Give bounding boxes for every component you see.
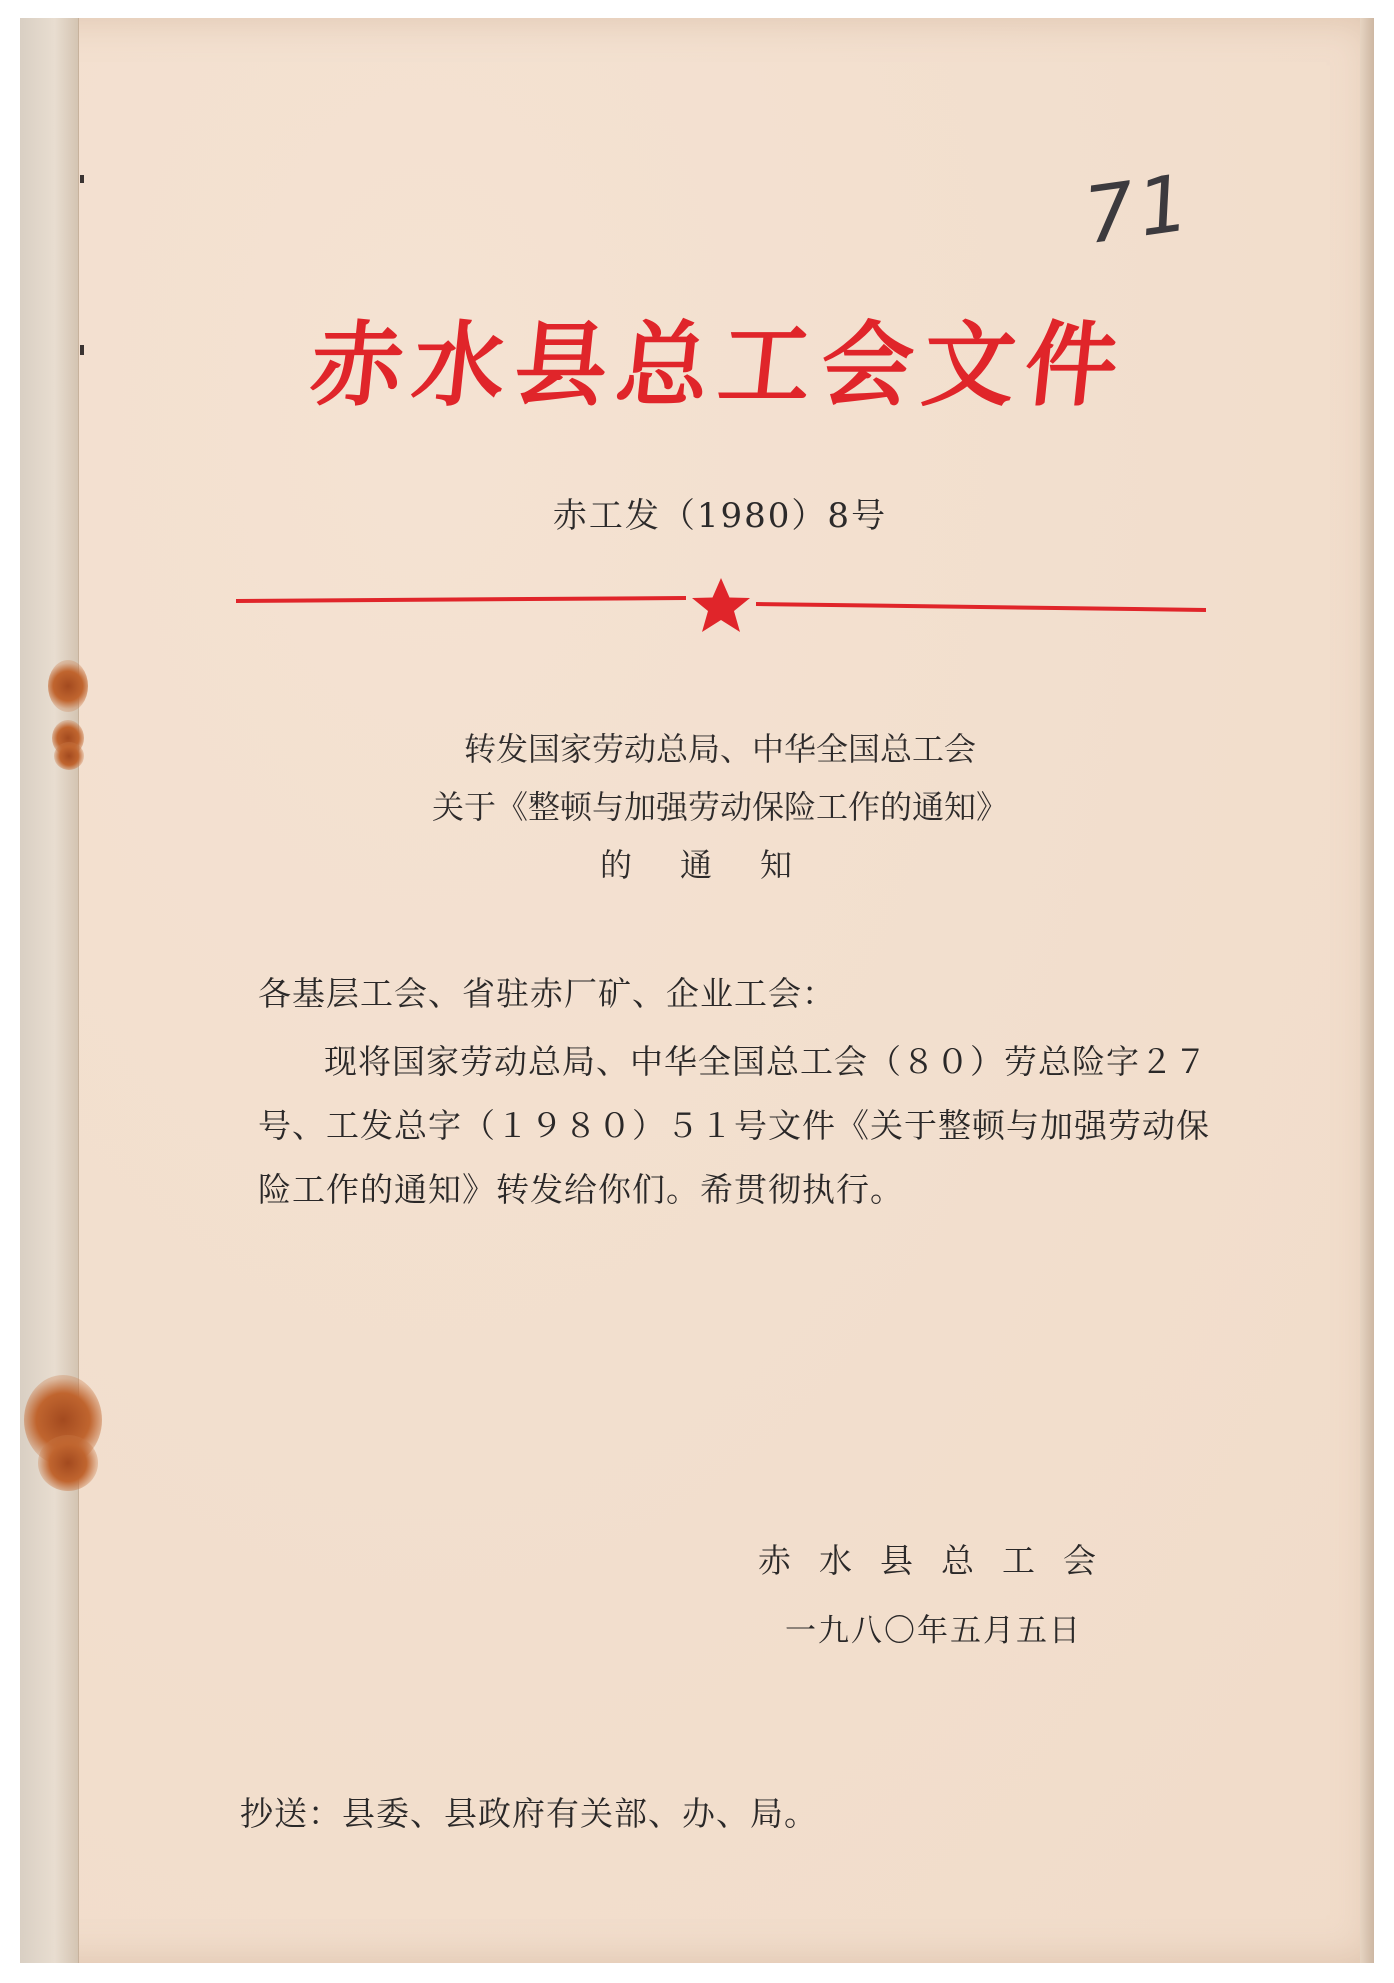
issue-date: 一九八〇年五月五日: [785, 1613, 1082, 1649]
masthead-divider: [236, 576, 1206, 636]
body-line: 险工作的通知》转发给你们。希贯彻执行。: [258, 1170, 904, 1209]
title-line: 转发国家劳动总局、中华全国总工会: [463, 730, 976, 768]
divider-line-left: [236, 598, 686, 601]
divider-line-right: [756, 604, 1206, 610]
title-line: 关于《整顿与加强劳动保险工作的通知》: [431, 788, 1008, 826]
masthead-title: 赤水县总工会文件: [305, 312, 1133, 419]
issuer-signature: 赤水县总工会: [758, 1541, 1124, 1580]
title-line: 的通知: [599, 846, 840, 884]
red-star-icon: [692, 578, 750, 632]
body-line: 号、工发总字（１９８０）５１号文件《关于整顿与加强劳动保: [258, 1106, 1210, 1145]
notice-title: [240, 720, 1200, 894]
body-paragraph: [258, 1030, 1218, 1222]
handwritten-number: 71: [1079, 157, 1199, 263]
cc-line: 抄送：县委、县政府有关部、办、局。: [240, 1794, 818, 1833]
document-number: 赤工发（1980）8号: [552, 496, 888, 536]
salutation: 各基层工会、省驻赤厂矿、企业工会：: [258, 974, 836, 1013]
body-line: 现将国家劳动总局、中华全国总工会（８０）劳总险字２７: [324, 1042, 1208, 1081]
